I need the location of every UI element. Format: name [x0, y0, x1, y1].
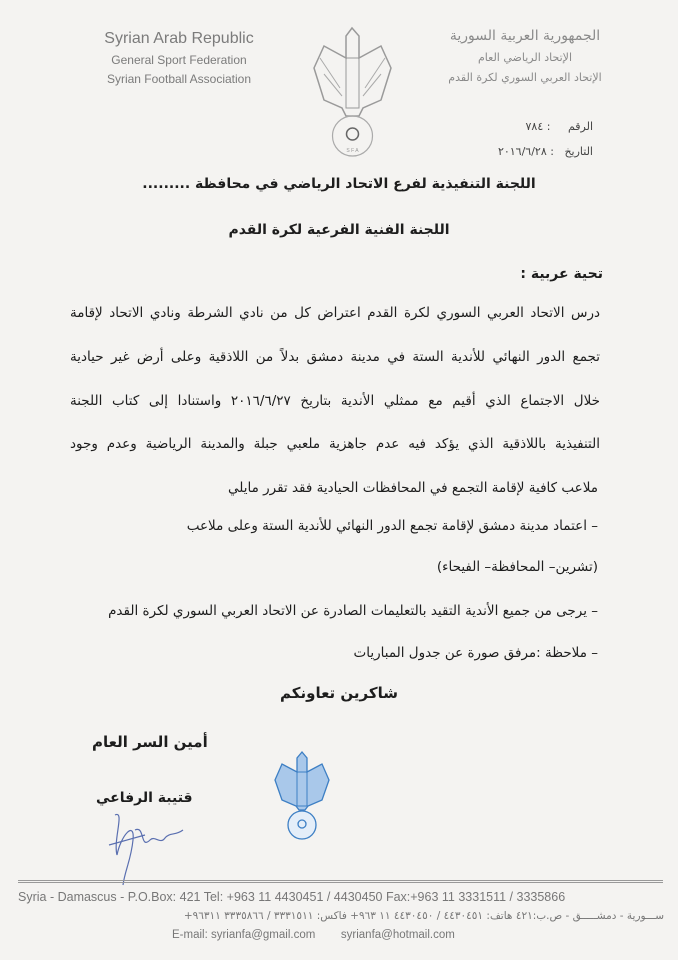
closing: شاكرين تعاونكم: [280, 684, 398, 702]
body-line: خلال الاجتماع الذي أقيم مع ممثلي الأندية بتاريخ ٢٠١٦/٦/٢٧ واستنادا إلى كتاب اللجنة: [70, 393, 600, 409]
decision-item: – يرجى من جميع الأندية التقيد بالتعليمات الصادرة عن الاتحاد العربي السوري لكرة القدم: [108, 603, 598, 619]
header-ar-association: الإتحاد العربي السوري لكرة القدم: [448, 71, 602, 84]
decision-item: – اعتماد مدينة دمشق لإقامة تجمع الدور النهائي للأندية الستة وعلى ملاعب: [186, 518, 598, 534]
email-gmail[interactable]: E-mail: syrianfa@gmail.com: [172, 929, 316, 941]
header-ar-republic: الجمهورية العربية السورية: [449, 28, 601, 44]
body-line: درس الاتحاد العربي السوري لكرة القدم اعتراض كل من نادي الشرطة ونادي الاتحاد لإقامة: [70, 305, 600, 321]
date-label: التاريخ: [564, 145, 593, 158]
header-arabic: [430, 28, 620, 84]
decision-item: (تشرين– المحافظة– الفيحاء): [436, 559, 598, 575]
greeting: تحية عربية :: [520, 266, 603, 282]
number-value: : ٧٨٤: [525, 120, 551, 133]
federation-logo: [310, 18, 395, 158]
footer-emails: [172, 929, 455, 941]
email-hotmail[interactable]: syrianfa@hotmail.com: [340, 929, 455, 941]
document-date: [498, 145, 593, 158]
footer-divider: [18, 880, 663, 883]
header-en-federation: General Sport Federation: [111, 53, 247, 67]
footer-address-en: Syria - Damascus - P.O.Box: 421 Tel: +963 11 4430451 / 4430450 Fax:+963 11 3331511 / 3335866: [18, 890, 566, 904]
footer-address-ar: ســـورية - دمشـــــق - ص.ب:٤٢١ هاتف: ٤٤٣٠٤٥١ / ٤٤٣٠٤٥٠ ١١ ٩٦٣+ فاكس: ٣٣٣١٥١١ / ٣٣٣٥٨٦٦ ٩٦٣١١+: [183, 910, 664, 922]
svg-text:S F A: S F A: [346, 148, 359, 154]
body-line: ملاعب كافية لإقامة التجمع في المحافظات الحيادية فقد تقرر مايلي: [228, 480, 598, 496]
body-line: تجمع الدور النهائي للأندية الستة في مدينة دمشق بدلاً من اللاذقية وعلى أرض غير حيادية: [70, 349, 600, 365]
signatory-title: أمين السر العام: [92, 733, 208, 751]
header-ar-federation: الإتحاد الرياضي العام: [477, 51, 572, 64]
header-en-republic: Syrian Arab Republic: [104, 30, 254, 47]
addressee-technical-committee: اللجنة الفنية الفرعية لكرة القدم: [228, 222, 450, 238]
official-stamp: [272, 748, 332, 843]
date-value: : ٢٠١٦/٦/٢٨: [497, 145, 554, 158]
signatory-name: قتيبة الرفاعي: [96, 790, 193, 806]
number-label: الرقم: [567, 120, 593, 133]
header-en-association: Syrian Football Association: [106, 72, 252, 86]
decision-item: – ملاحظة :مرفق صورة عن جدول المباريات: [353, 645, 598, 661]
header-english: [88, 30, 270, 86]
handwritten-signature: [95, 800, 190, 890]
addressee-executive-committee: اللجنة التنفيذية لفرع الاتحاد الرياضي في محافظة .........: [142, 176, 536, 192]
body-line: التنفيذية باللاذقية الذي يؤكد فيه عدم جاهزية ملعبي جبلة والمدينة الرياضية وعدم وجود: [70, 436, 600, 452]
reference-number: [526, 120, 593, 133]
